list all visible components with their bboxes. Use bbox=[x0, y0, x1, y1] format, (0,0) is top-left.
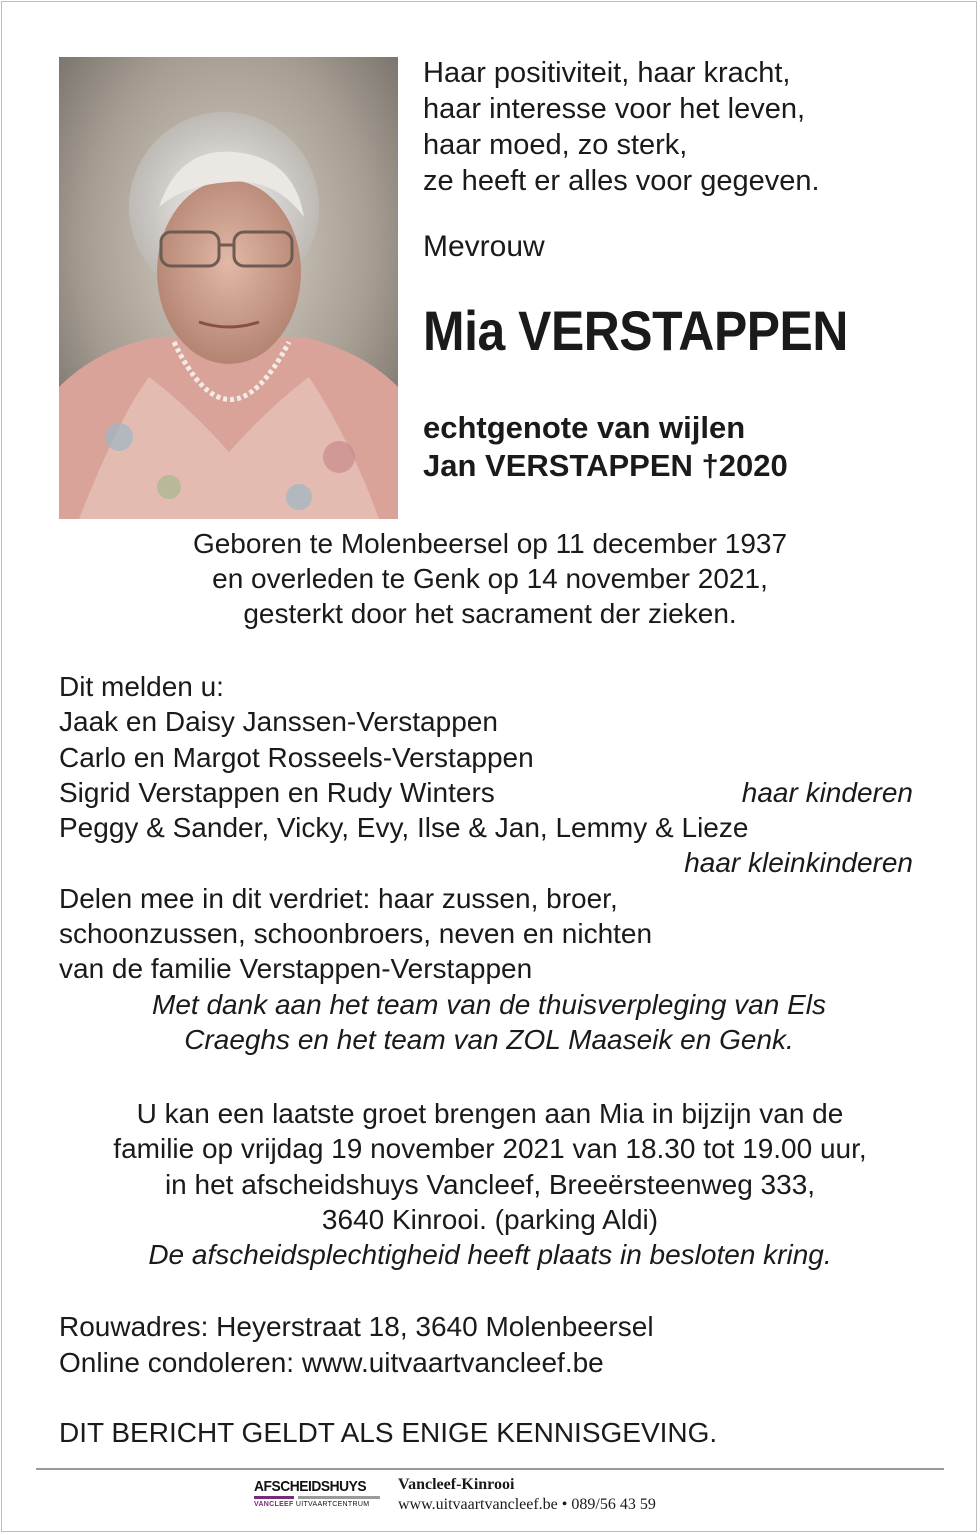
visit-line: familie op vrijdag 19 november 2021 van 18.30 tot 19.00 uur, bbox=[113, 1133, 867, 1165]
deceased-name: Mia VERSTAPPEN bbox=[423, 299, 848, 362]
funeral-home-details bbox=[398, 1476, 656, 1514]
family-announcement bbox=[59, 669, 919, 1057]
grandchildren-role: haar kleinkinderen bbox=[684, 847, 913, 879]
memorial-poem bbox=[423, 55, 820, 199]
mourning-address: Rouwadres: Heyerstraat 18, 3640 Molenbeersel bbox=[59, 1311, 654, 1342]
visit-line: U kan een laatste groet brengen aan Mia in bijzijn van de bbox=[136, 1098, 844, 1129]
poem-line: ze heeft er alles voor gegeven. bbox=[423, 165, 820, 197]
child-line: Jaak en Daisy Janssen-Verstappen bbox=[59, 706, 498, 738]
portrait-photo bbox=[59, 57, 398, 519]
children-role: haar kinderen bbox=[741, 776, 913, 808]
logo-vancleef: VANCLEEF bbox=[254, 1501, 294, 1508]
ceremony-note: De afscheidsplechtigheid heeft plaats in besloten kring. bbox=[148, 1239, 832, 1271]
mourners-line: schoonzussen, schoonbroers, neven en nichten bbox=[59, 918, 653, 950]
mourners-line: Delen mee in dit verdriet: haar zussen, broer, bbox=[59, 882, 618, 914]
birth-line: gesterkt door het sacrament der zieken. bbox=[243, 598, 737, 629]
thanks-line: Met dank aan het team van de thuisverpleging van Els bbox=[152, 988, 826, 1020]
contact-info bbox=[59, 1309, 654, 1381]
birth-line: en overleden te Genk op 14 november 2021, bbox=[212, 563, 768, 594]
child-row bbox=[59, 775, 919, 810]
poem-line: Haar positiviteit, haar kracht, bbox=[423, 57, 791, 89]
grandchildren-line: Peggy & Sander, Vicky, Evy, Ilse & Jan, Lemmy & Lieze bbox=[59, 812, 749, 844]
logo-bar bbox=[254, 1496, 380, 1499]
poem-line: haar moed, zo sterk, bbox=[423, 129, 688, 161]
mourners-line: van de familie Verstappen-Verstappen bbox=[59, 953, 533, 985]
poem-line: haar interesse voor het leven, bbox=[423, 93, 806, 125]
logo-uitvaartcentrum: UITVAARTCENTRUM bbox=[295, 1501, 370, 1508]
salutation: Mevrouw bbox=[423, 230, 545, 263]
family-intro: Dit melden u: bbox=[59, 671, 224, 702]
birth-death-info bbox=[0, 526, 980, 631]
online-condolence: Online condoleren: www.uitvaartvancleef.be bbox=[59, 1347, 604, 1378]
visitation-info bbox=[0, 1096, 980, 1272]
visit-line: 3640 Kinrooi. (parking Aldi) bbox=[321, 1203, 659, 1235]
official-notice: DIT BERICHT GELDT ALS ENIGE KENNISGEVING. bbox=[59, 1417, 718, 1448]
spouse-line: echtgenote van wijlen bbox=[423, 410, 746, 445]
spouse-info bbox=[423, 409, 788, 485]
child-line: Carlo en Margot Rosseels-Verstappen bbox=[59, 741, 534, 773]
funeral-home-logo bbox=[254, 1478, 380, 1512]
spouse-line: Jan VERSTAPPEN †2020 bbox=[423, 448, 788, 483]
thanks-line: Craeghs en het team van ZOL Maaseik en Genk. bbox=[184, 1023, 794, 1055]
funeral-home-name: Vancleef-Kinrooi bbox=[398, 1476, 515, 1493]
logo-title: AFSCHEIDSHUYS bbox=[254, 1478, 367, 1495]
footer-divider bbox=[36, 1468, 944, 1470]
funeral-home-contact: www.uitvaartvancleef.be • 089/56 43 59 bbox=[398, 1496, 656, 1513]
birth-line: Geboren te Molenbeersel op 11 december 1937 bbox=[192, 528, 788, 559]
logo-subtitle bbox=[254, 1501, 380, 1508]
visit-line: in het afscheidshuys Vancleef, Breeërsteenweg 333, bbox=[164, 1168, 816, 1200]
child-line: Sigrid Verstappen en Rudy Winters bbox=[59, 776, 495, 808]
